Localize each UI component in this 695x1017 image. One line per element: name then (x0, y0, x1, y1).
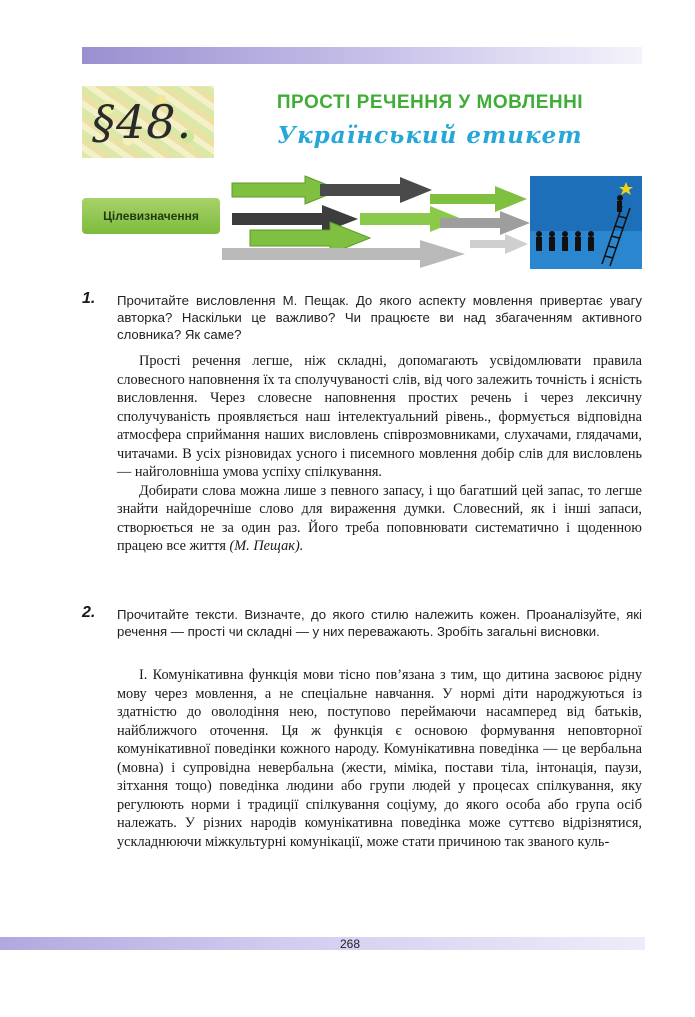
section-mark: §48. (92, 95, 193, 149)
quote-author: (М. Пещак). (229, 538, 304, 554)
quote-paragraph-2 (117, 482, 642, 556)
task-1-text: Прочитайте висловлення М. Пещак. До якого аспекту мовлення привертає увагу авторка? Наскільки це важливо? Чи працюєте ви над збагаченням активного словника? Як саме? (117, 293, 642, 342)
arrow-dark-top (320, 177, 432, 203)
page-subtitle: Український етикет (277, 122, 583, 149)
quote-paragraph-1: Прості речення легше, ніж складні, допомагають усвідомлювати правила словесного наповнення їх та сполучуваності слів, від чого залежить точність і ясність висловлення. Через словесне наповнення простих речень і через лексичну сполучуваність проявляється наш інтелектуальний рівень., формується відповідна атмосфера сприймання наших висловлень співрозмовниками, слухачами, глядачами, читачами. В усіх різновидах усного і писемного мовлення добір слів для висловлень — найголовніша умова успіху спілкування. (117, 353, 642, 480)
task-2-text: Прочитайте тексти. Визначте, до якого стилю належить кожен. Проаналізуйте, які речення — прості чи складні — у них переважають. Зробіть загальні висновки. (117, 607, 642, 639)
text-one-paragraph: І. Комунікативна функція мови тісно пов’язана з тим, що дитина засвоює рідну мову через мовлення, а не спеціальне навчання. У нормі діти народжуються із здатністю до оволодіння нею, поступово переймаючи насамперед від батьків, найближчого оточення. Ця ж функція є основою формування неповторної комунікативної поведінки кожного народу. Комунікативна поведінка — це вербальна (мовна) і супровідна невербальна (жести, міміка, постави тіла, інтонація, паузи, зітхання тощо) поведінка людини або групи людей у процесах спілкування, яку регулюють норми і традиції спілкування соціуму, до якого особа або група осіб належать. У різних народів комунікативна поведінка може суттєво відрізнятися, ускладнюючи міжкультурні комунікації, може стати причиною так званого куль- (117, 667, 642, 850)
bottom-decorative-bar (0, 937, 645, 950)
task-number-1: 1. (82, 290, 96, 307)
text-one-block (117, 666, 642, 851)
purpose-label: Цілевизначення (103, 209, 199, 223)
goal-illustration (530, 176, 642, 269)
page-title: ПРОСТІ РЕЧЕННЯ У МОВЛЕННІ (276, 92, 584, 113)
quote-block (117, 352, 642, 556)
arrow-green-upper-right (430, 186, 527, 212)
page-number: 268 (339, 937, 361, 951)
arrow-grey-small (470, 234, 528, 254)
quote-paragraph-2-text: Добирати слова можна лише з певного запасу, і що багатший цей запас, то легше знайти найдоречніше слово для вираження думки. Словесний, як і інші запаси, створюється не за один раз. Його треба поповнювати систематично і щоденною працею все життя (117, 482, 642, 554)
purpose-box (82, 198, 220, 234)
task-number-2: 2. (82, 604, 96, 621)
arrow-grey-middle-right (440, 211, 530, 235)
